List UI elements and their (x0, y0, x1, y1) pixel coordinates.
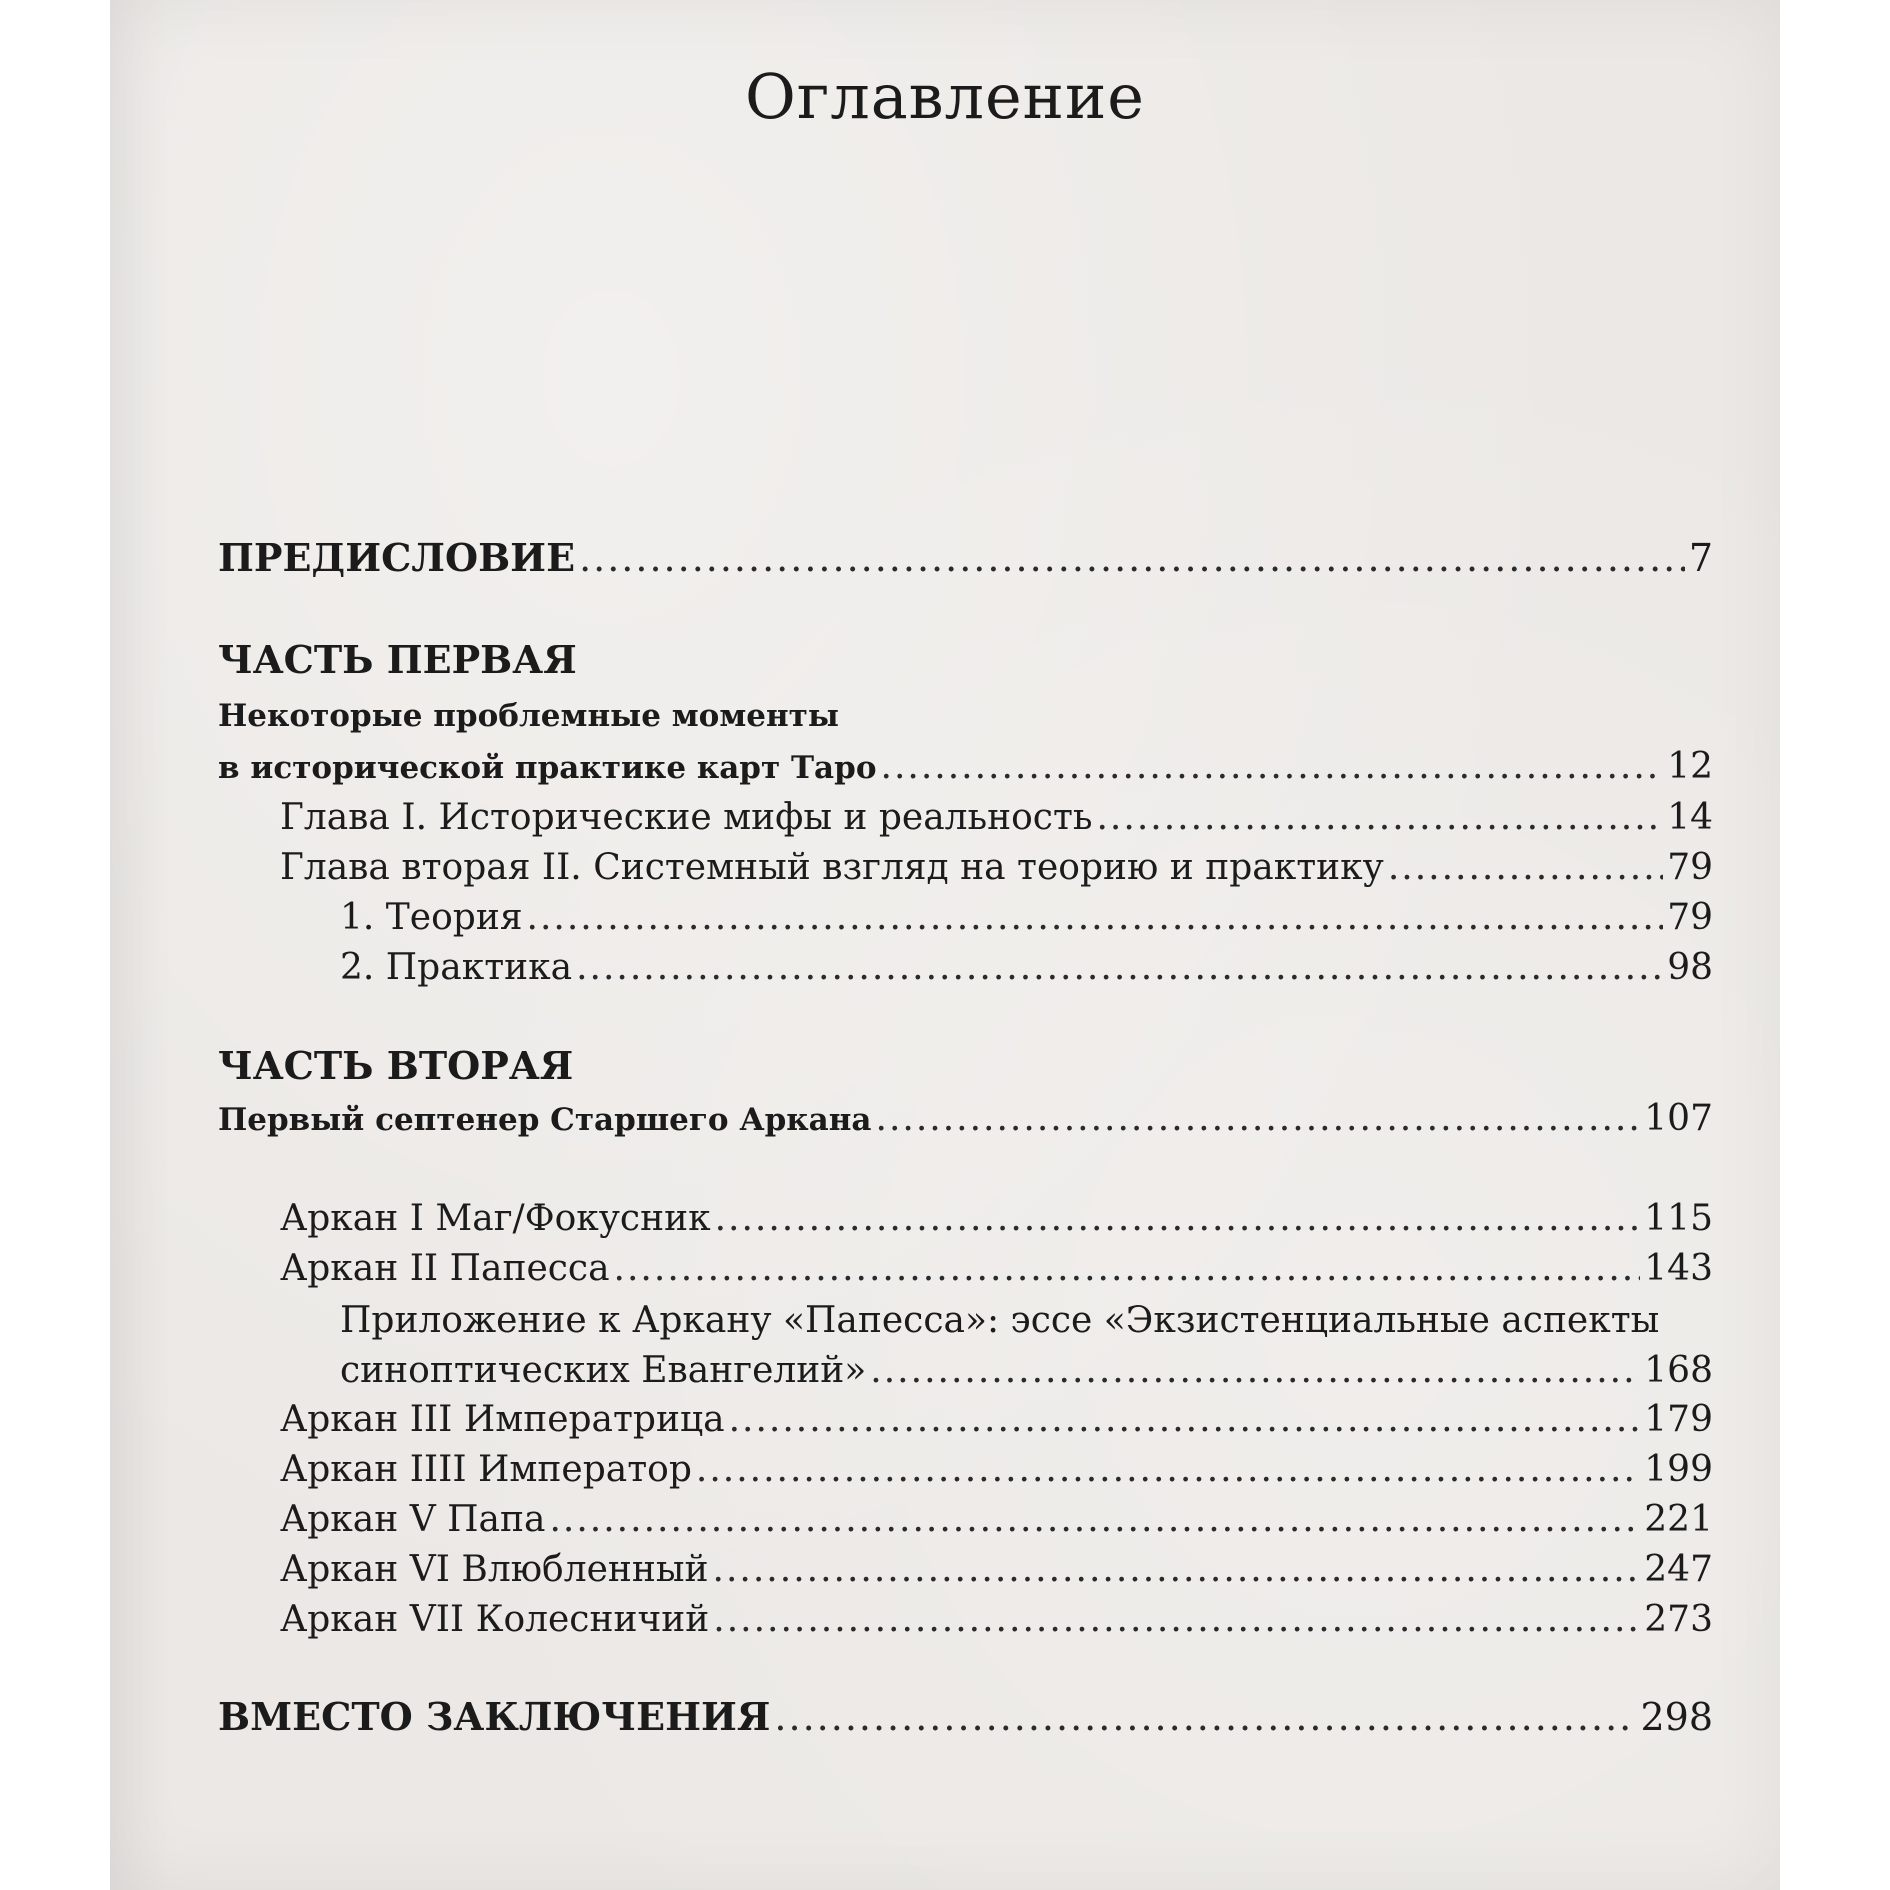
part-two-heading: ЧАСТЬ ВТОРАЯ (218, 1043, 574, 1088)
toc-page-number: 7 (1688, 536, 1713, 580)
toc-leader-dots (614, 1247, 1641, 1291)
toc-entry-label: ПРЕДИСЛОВИЕ (218, 535, 576, 580)
toc-page-number: 12 (1667, 746, 1713, 787)
toc-leader-dots (527, 896, 1664, 940)
toc-entry-arcana-2 (280, 1247, 1713, 1291)
toc-leader-dots (876, 1097, 1641, 1141)
toc-page-number: 98 (1667, 947, 1713, 988)
toc-leader-dots (1096, 796, 1663, 840)
toc-entry-preface (218, 536, 1713, 580)
toc-entry-conclusion (218, 1695, 1713, 1739)
toc-entry-label: в исторической практике карт Таро (218, 750, 877, 786)
page-title: Оглавление (745, 60, 1145, 133)
toc-entry-label: Аркан I Маг/Фокусник (280, 1198, 711, 1239)
toc-entry-label: ВМЕСТО ЗАКЛЮЧЕНИЯ (218, 1694, 771, 1739)
toc-appendix-line1: Приложение к Аркану «Папесса»: эссе «Экзистенциальные аспекты (340, 1300, 1660, 1341)
toc-leader-dots (1388, 846, 1663, 890)
toc-entry-chapter-1 (280, 796, 1713, 840)
toc-entry-label: 1. Теория (340, 897, 523, 938)
toc-page-number: 199 (1644, 1449, 1713, 1490)
toc-entry-label: 2. Практика (340, 947, 573, 988)
toc-entry-label: Первый септенер Старшего Аркана (218, 1102, 872, 1138)
toc-page-number: 168 (1644, 1350, 1713, 1391)
toc-page-number: 79 (1667, 847, 1713, 888)
toc-leader-dots (870, 1349, 1640, 1393)
toc-leader-dots (696, 1448, 1640, 1492)
toc-entry-part-two (218, 1097, 1713, 1142)
toc-entry-label: синоптических Евангелий» (340, 1350, 867, 1391)
toc-page-number: 298 (1640, 1695, 1713, 1739)
part-one-subtitle-line1: Некоторые проблемные моменты (218, 698, 839, 734)
toc-leader-dots (729, 1398, 1641, 1442)
toc-entry-label: Аркан II Папесса (280, 1248, 610, 1289)
toc-entry-label: Аркан V Папа (280, 1499, 546, 1540)
toc-page-number: 143 (1644, 1248, 1713, 1289)
toc-entry-arcana-1 (280, 1197, 1713, 1241)
toc-leader-dots (579, 536, 1685, 580)
toc-entry-label: Аркан VII Колесничий (280, 1599, 710, 1640)
toc-leader-dots (774, 1695, 1636, 1739)
toc-entry-part-one (218, 745, 1713, 790)
toc-entry-theory (340, 896, 1713, 940)
toc-page-number: 107 (1644, 1098, 1713, 1139)
toc-entry-practice (340, 946, 1713, 990)
toc-page-number: 247 (1644, 1549, 1713, 1590)
toc-entry-arcana-3 (280, 1398, 1713, 1442)
toc-entry-arcana-7 (280, 1598, 1713, 1642)
toc-entry-label: Аркан VI Влюбленный (280, 1549, 709, 1590)
toc-leader-dots (713, 1548, 1641, 1592)
toc-entry-arcana-5 (280, 1498, 1713, 1542)
toc-page-number: 14 (1667, 797, 1713, 838)
toc-leader-dots (715, 1197, 1641, 1241)
toc-page-number: 179 (1644, 1399, 1713, 1440)
toc-page-number: 115 (1644, 1198, 1713, 1239)
toc-entry-label: Аркан III Императрица (280, 1399, 725, 1440)
toc-leader-dots (881, 745, 1664, 789)
toc-leader-dots (549, 1498, 1640, 1542)
toc-leader-dots (576, 946, 1663, 990)
toc-entry-arcana-6 (280, 1548, 1713, 1592)
toc-entry-label: Глава I. Исторические мифы и реальность (280, 797, 1093, 838)
toc-page-number: 79 (1667, 897, 1713, 938)
toc-entry-appendix (340, 1349, 1713, 1393)
toc-entry-label: Глава вторая II. Системный взгляд на теорию и практику (280, 847, 1384, 888)
toc-entry-label: Аркан IIII Император (280, 1449, 692, 1490)
toc-page-number: 273 (1644, 1599, 1713, 1640)
book-page (110, 0, 1780, 1890)
toc-leader-dots (713, 1598, 1640, 1642)
toc-entry-arcana-4 (280, 1448, 1713, 1492)
part-one-heading: ЧАСТЬ ПЕРВАЯ (218, 637, 577, 682)
toc-page-number: 221 (1644, 1499, 1713, 1540)
toc-entry-chapter-2 (280, 846, 1713, 890)
